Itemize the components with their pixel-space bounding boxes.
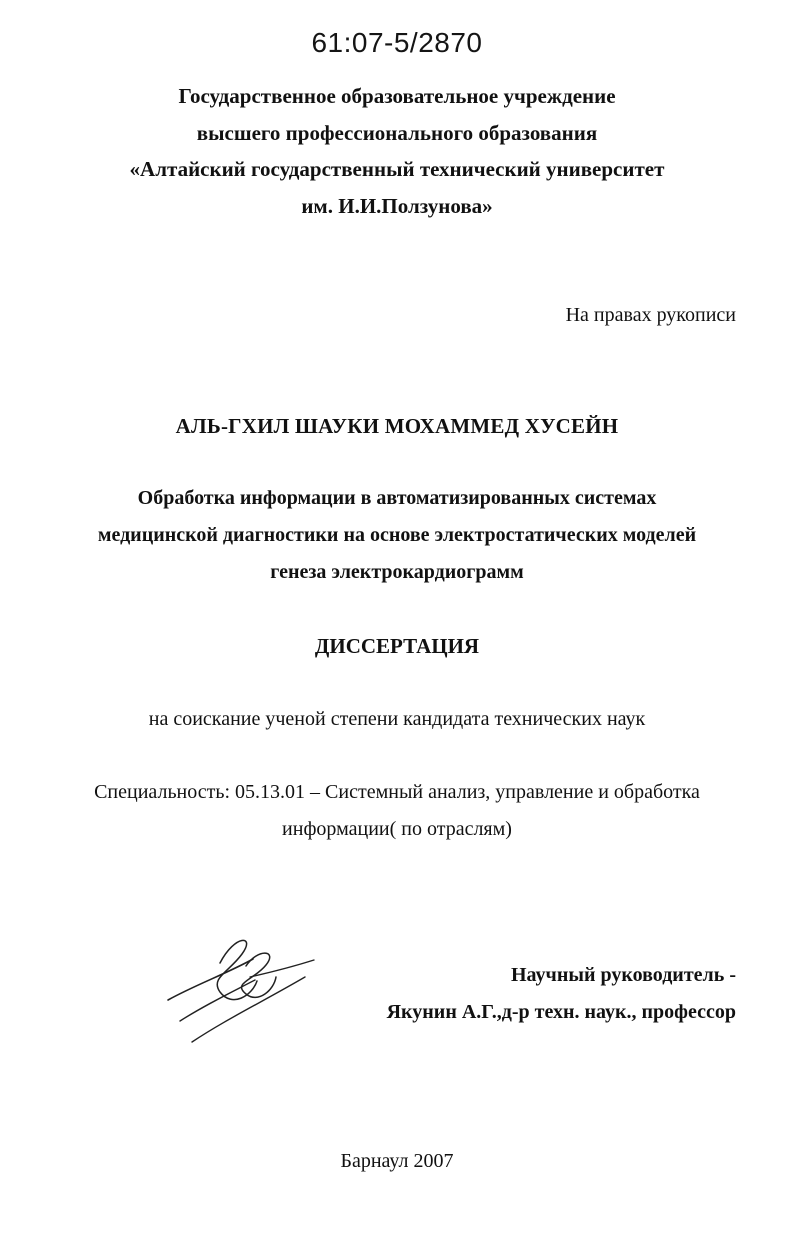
dissertation-title-line-2: медицинской диагностики на основе электростатических моделей [97,524,697,546]
city-year: Барнаул 2007 [340,1150,454,1172]
document-type: ДИССЕРТАЦИЯ [314,634,480,658]
author-name: АЛЬ-ГХИЛ ШАУКИ МОХАММЕД ХУСЕЙН [175,414,619,438]
archive-code: 61:07-5/2870 [311,27,483,58]
manuscript-note: На правах рукописи [565,304,736,326]
dissertation-title-line-1: Обработка информации в автоматизированных системах [137,487,657,509]
handwritten-signature-icon [150,920,330,1060]
institution-line-2: высшего профессионального образования [196,121,598,145]
specialty-line-1: Специальность: 05.13.01 – Системный анализ, управление и обработка [94,781,700,803]
supervisor-role: Научный руководитель - [511,964,736,986]
specialty-line-2: информации( по отраслям) [282,818,512,840]
institution-line-1: Государственное образовательное учреждение [178,84,616,108]
institution-line-3: «Алтайский государственный технический университет [129,157,665,181]
institution-line-4: им. И.И.Ползунова» [301,194,493,218]
supervisor-name: Якунин А.Г.,д-р техн. наук., профессор [386,1001,736,1023]
degree-line: на соискание ученой степени кандидата технических наук [148,708,646,730]
dissertation-title-line-3: генеза электрокардиограмм [270,561,524,583]
